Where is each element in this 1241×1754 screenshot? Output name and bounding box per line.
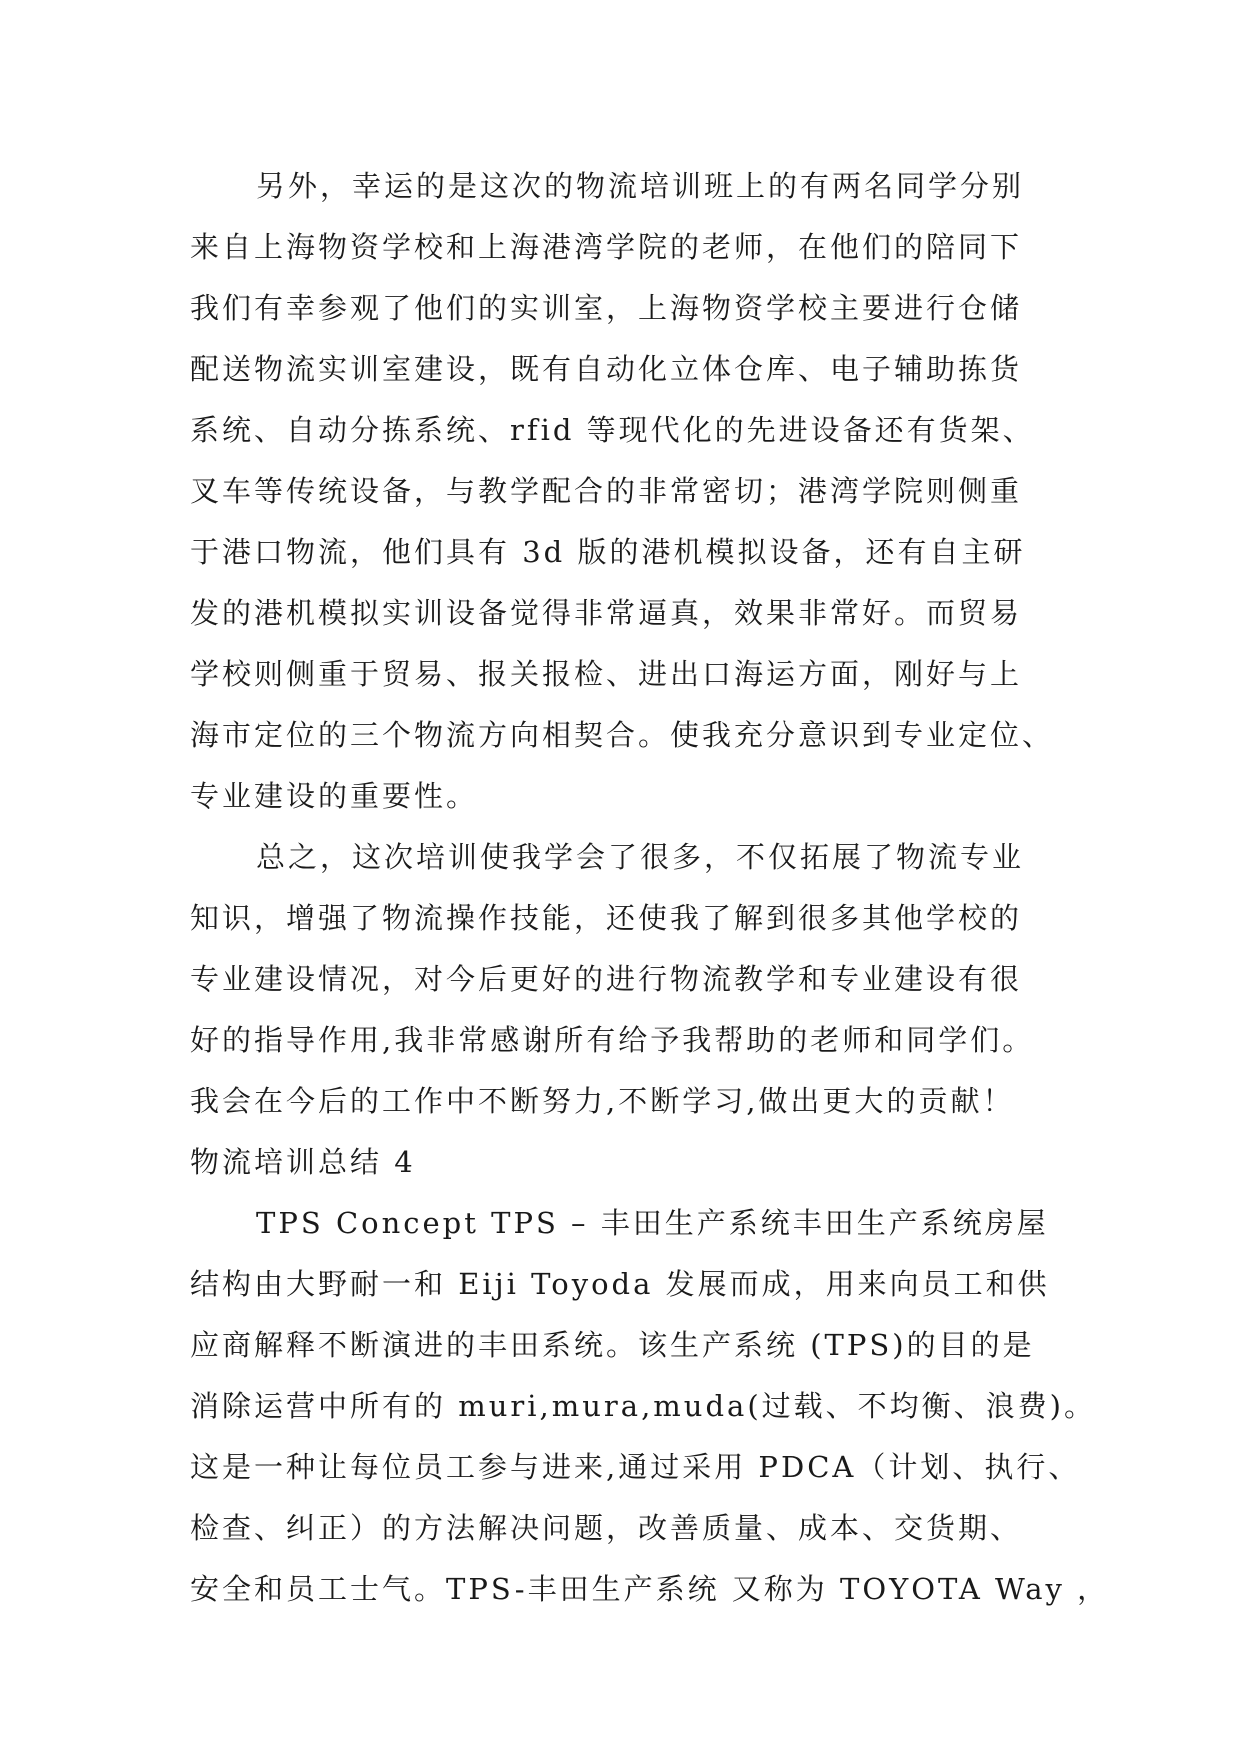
text-line: 配送物流实训室建设，既有自动化立体仓库、电子辅助拣货 <box>190 352 1023 386</box>
text-line: 知识，增强了物流操作技能，还使我了解到很多其他学校的 <box>190 901 1023 935</box>
text-line: 这是一种让每位员工参与进来,通过采用 PDCA（计划、执行、 <box>190 1450 1081 1484</box>
text-line: 于港口物流，他们具有 3d 版的港机模拟设备，还有自主研 <box>190 535 1026 569</box>
section-title: 物流培训总结 4 <box>190 1145 416 1179</box>
text-line: 专业建设的重要性。 <box>190 779 479 813</box>
text-line: 系统、自动分拣系统、rfid 等现代化的先进设备还有货架、 <box>190 413 1035 447</box>
text-line: 总之，这次培训使我学会了很多，不仅拓展了物流专业 <box>256 840 1025 874</box>
paragraph-summary <box>190 827 1062 1132</box>
text-line: 专业建设情况，对今后更好的进行物流教学和专业建设有很 <box>190 962 1023 996</box>
text-line: 来自上海物资学校和上海港湾学院的老师，在他们的陪同下 <box>190 230 1023 264</box>
text-line: TPS Concept TPS – 丰田生产系统丰田生产系统房屋 <box>256 1206 1049 1240</box>
text-line: 我会在今后的工作中不断努力,不断学习,做出更大的贡献！ <box>190 1084 1015 1118</box>
text-line: 应商解释不断演进的丰田系统。该生产系统 (TPS)的目的是 <box>190 1328 1035 1362</box>
text-line: 另外，幸运的是这次的物流培训班上的有两名同学分别 <box>256 169 1025 203</box>
text-line: 检查、纠正）的方法解决问题，改善质量、成本、交货期、 <box>190 1511 1023 1545</box>
text-line: 叉车等传统设备，与教学配合的非常密切；港湾学院则侧重 <box>190 474 1023 508</box>
text-line: 学校则侧重于贸易、报关报检、进出口海运方面，刚好与上 <box>190 657 1023 691</box>
text-line: 我们有幸参观了他们的实训室，上海物资学校主要进行仓储 <box>190 291 1023 325</box>
text-line: 安全和员工士气。TPS-丰田生产系统 又称为 TOYOTA Way ， <box>190 1572 1110 1606</box>
text-line: 海市定位的三个物流方向相契合。使我充分意识到专业定位、 <box>190 718 1055 752</box>
text-line: 消除运营中所有的 muri,mura,muda(过载、不均衡、浪费)。 <box>190 1389 1096 1423</box>
document-body <box>190 156 1110 1620</box>
text-line: 发的港机模拟实训设备觉得非常逼真，效果非常好。而贸易 <box>190 596 1023 630</box>
text-line: 好的指导作用,我非常感谢所有给予我帮助的老师和同学们。 <box>190 1023 1035 1057</box>
paragraph-tps <box>190 1193 1110 1620</box>
text-line: 结构由大野耐一和 Eiji Toyoda 发展而成，用来向员工和供 <box>190 1267 1050 1301</box>
paragraph-logistics-visit <box>190 156 1062 827</box>
